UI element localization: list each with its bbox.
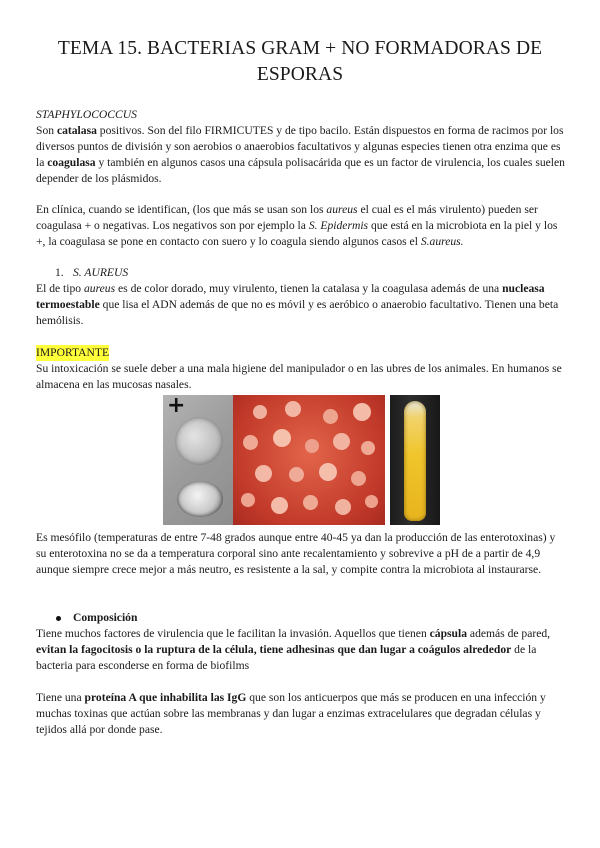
paragraph-1: Son catalasa positivos. Son del filo FIRMICUTES y de tipo bacilo. Están dispuestos en forma de racimos por los diversos puntos de división y son aerobios o anaerobios facultativos y algunas especies tienen otra enzima que es la coagulasa y también en algunos casos una cápsula polisacárida que es un factor de virulencia, los cuales suelen depender de los plásmidos.: [36, 124, 565, 185]
list-item-number: 1.: [55, 266, 64, 279]
blood-agar-colonies-image: [233, 395, 385, 525]
important-label: IMPORTANTE: [36, 346, 110, 359]
paragraph-2: En clínica, cuando se identifican, (los que más se usan son los aureus el cual es el más virulento) pueden ser coagulasa + o negativas. Los negativos son por ejemplo la S. Epidermis que está en la microbiota en la piel y los +, la coagulasa se pone en contacto con suero y lo coagula siendo algunos casos el S.aureus.: [36, 203, 558, 248]
paragraph-5: Es mesófilo (temperaturas de entre 7-48 grados aunque entre 40-45 ya dan la producción de las enterotoxinas) y su enterotoxina no se da a temperatura corporal sino ante recalentamiento y sobrevive a pH de a partir de 4,9 aunque siempre crece mejor a más neutro, es resistente a la sal, y compite contra la microbiota al instaurarse.: [36, 531, 556, 576]
paragraph-7: Tiene una proteína A que inhabilita las IgG que son los anticuerpos que más se producen en una infección y muchas toxinas que actúan sobre las membranas y dan lugar a enzimas extracelulares que degradan células y tejidos allá por donde pase.: [36, 691, 546, 736]
plus-sign-label: +: [167, 395, 186, 418]
coagulase-test-image: [163, 395, 233, 525]
bullet-icon: [56, 610, 61, 626]
list-item-s-aureus: S. AUREUS: [73, 266, 129, 279]
paragraph-3: El de tipo aureus es de color dorado, muy virulento, tienen la catalasa y la coagulasa además de una nucleasa termoestable que lisa el ADN además de que no es móvil y es aeróbico o anaerobio facultativo. Tienen una beta hemólisis.: [36, 282, 559, 327]
paragraph-6: Tiene muchos factores de virulencia que le facilitan la invasión. Aquellos que tienen cápsula además de pared, evitan la fagocitosis o la ruptura de la célula, tiene adhesinas que dan lugar a coágulos alrededor de la bacteria para esconderse en forma de biofilms: [36, 627, 551, 672]
yellow-culture-tube-image: [390, 395, 440, 525]
bullet-label-composicion: Composición: [73, 611, 138, 624]
paragraph-4: Su intoxicación se suele deber a una mala higiene del manipulador o en las ubres de los animales. En humanos se almacena en las mucosas nasales.: [36, 362, 562, 391]
section-heading: STAPHYLOCOCCUS: [36, 108, 137, 121]
page-title: TEMA 15. BACTERIAS GRAM + NO FORMADORAS DE ESPORAS: [57, 38, 543, 85]
